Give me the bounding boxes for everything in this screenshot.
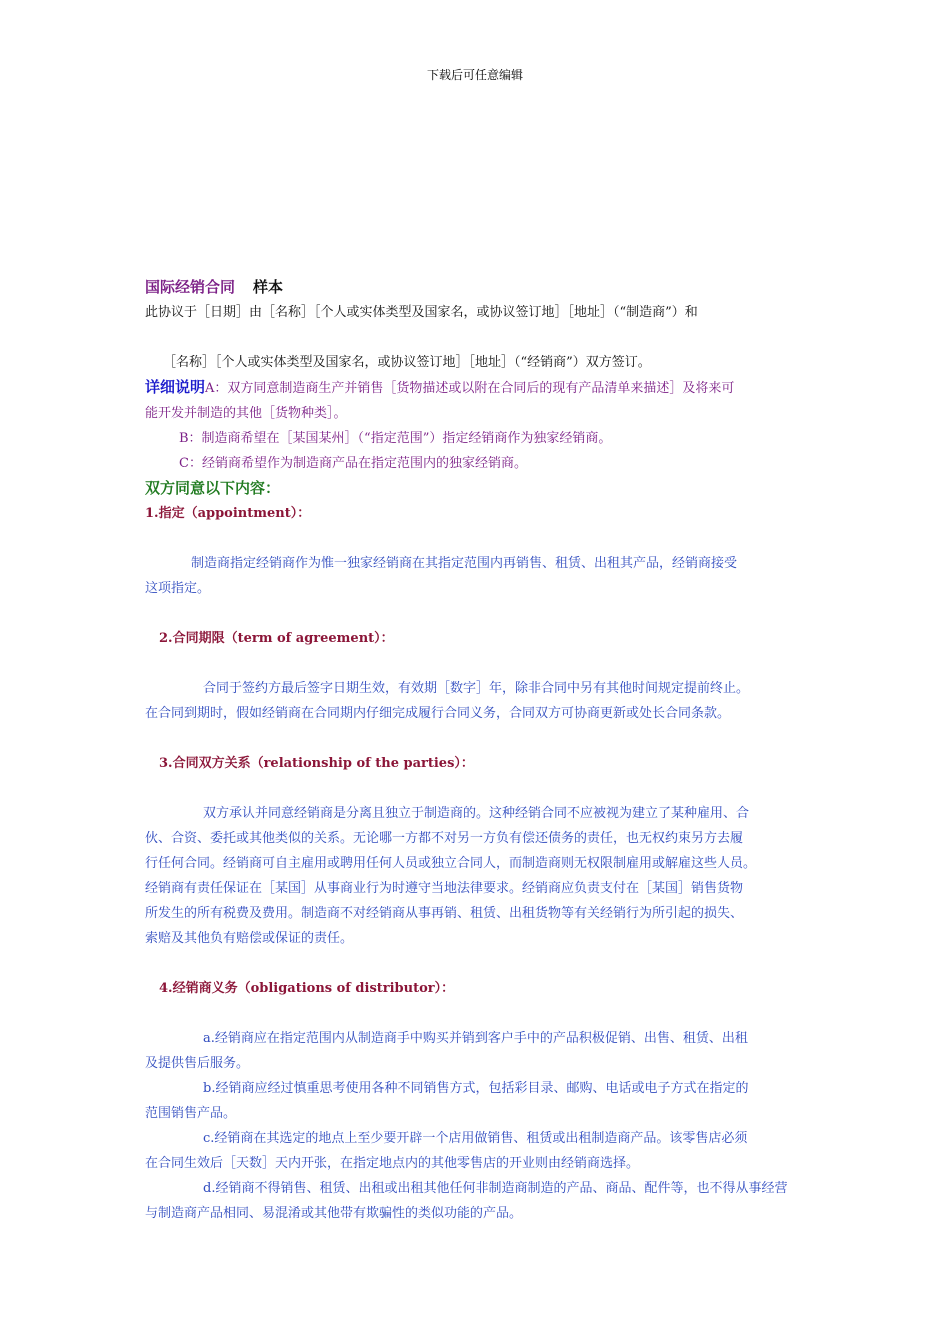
- section-3-line-5: 所发生的所有税费及费用。制造商不对经销商从事再销、租赁、出租货物等有关经销行为所引起的损失、: [145, 906, 744, 921]
- intro-line-1: 此协议于［日期］由［名称］［个人或实体类型及国家名，或协议签订地］［地址］（“制造商”）和: [145, 305, 698, 320]
- section-2-heading: 2.合同期限（term of agreement）：: [159, 631, 394, 646]
- details-label: 详细说明: [145, 378, 206, 396]
- details-b: B：制造商希望在［某国某州］（“指定范围”）指定经销商作为独家经销商。: [179, 431, 612, 446]
- section-4-item-c-line-2: 在合同生效后［天数］天内开张，在指定地点内的其他零售店的开业则由经销商选择。: [145, 1156, 640, 1171]
- agree-heading: 双方同意以下内容：: [145, 479, 281, 497]
- section-1-line-1: 制造商指定经销商作为惟一独家经销商在其指定范围内再销售、租赁、出租其产品，经销商接受: [191, 556, 738, 571]
- section-3-line-1: 双方承认并同意经销商是分离且独立于制造商的。这种经销合同不应被视为建立了某种雇用、合: [203, 806, 750, 821]
- section-1-line-2: 这项指定。: [145, 581, 211, 596]
- section-3-line-6: 索赔及其他负有赔偿或保证的责任。: [145, 931, 354, 946]
- section-4-item-a-line-1: a.经销商应在指定范围内从制造商手中购买并销到客户手中的产品积极促销、出售、租赁、出租: [203, 1031, 748, 1046]
- document-title: [145, 276, 810, 298]
- section-4-item-d-line-2: 与制造商产品相同、易混淆或其他带有欺骗性的类似功能的产品。: [145, 1206, 523, 1221]
- document-body: [145, 276, 810, 1226]
- section-2-line-1: 合同于签约方最后签字日期生效，有效期［数字］年，除非合同中另有其他时间规定提前终止。: [203, 681, 750, 696]
- details-a-line-1: [145, 375, 810, 401]
- details-a-text: A：双方同意制造商生产并销售［货物描述或以附在合同后的现有产品清单来描述］及将来可: [205, 381, 735, 396]
- section-3-line-4: 经销商有责任保证在［某国］从事商业行为时遵守当地法律要求。经销商应负责支付在［某国］销售货物: [145, 881, 744, 896]
- section-4-heading: 4.经销商义务（obligations of distributor）：: [159, 981, 455, 996]
- section-3-heading: 3.合同双方关系（relationship of the parties）：: [159, 756, 474, 771]
- title-sub: 样本: [253, 278, 284, 296]
- page-header: 下载后可任意编辑: [426, 68, 523, 82]
- section-3-line-2: 伙、合资、委托或其他类似的关系。无论哪一方都不对另一方负有偿还债务的责任，也无权约束另方去履: [145, 831, 744, 846]
- section-2-line-2: 在合同到期时，假如经销商在合同期内仔细完成履行合同义务，合同双方可协商更新或处长合同条款。: [145, 706, 731, 721]
- details-a-line-2: 能开发并制造的其他［货物种类］。: [145, 406, 347, 421]
- section-4-item-c-line-1: c.经销商在其选定的地点上至少要开辟一个店用做销售、租赁或出租制造商产品。该零售店必须: [203, 1131, 748, 1146]
- section-4-item-d-line-1: d.经销商不得销售、租赁、出租或出租其他任何非制造商制造的产品、商品、配件等，也不得从事经营: [203, 1181, 788, 1196]
- section-1-heading: 1.指定（appointment）：: [145, 506, 311, 521]
- section-4-item-a-line-2: 及提供售后服务。: [145, 1056, 250, 1071]
- title-main: 国际经销合同: [145, 278, 236, 296]
- details-c: C：经销商希望作为制造商产品在指定范围内的独家经销商。: [179, 456, 527, 471]
- intro-line-2: ［名称］［个人或实体类型及国家名，或协议签订地］［地址］（“经销商”）双方签订。: [163, 355, 651, 370]
- section-4-item-b-line-1: b.经销商应经过慎重思考使用各种不同销售方式，包括彩目录、邮购、电话或电子方式在指定的: [203, 1081, 749, 1096]
- section-4-item-b-line-2: 范围销售产品。: [145, 1106, 237, 1121]
- section-3-line-3: 行任何合同。经销商可自主雇用或聘用任何人员或独立合同人，而制造商则无权限制雇用或解雇这些人员。: [145, 856, 757, 871]
